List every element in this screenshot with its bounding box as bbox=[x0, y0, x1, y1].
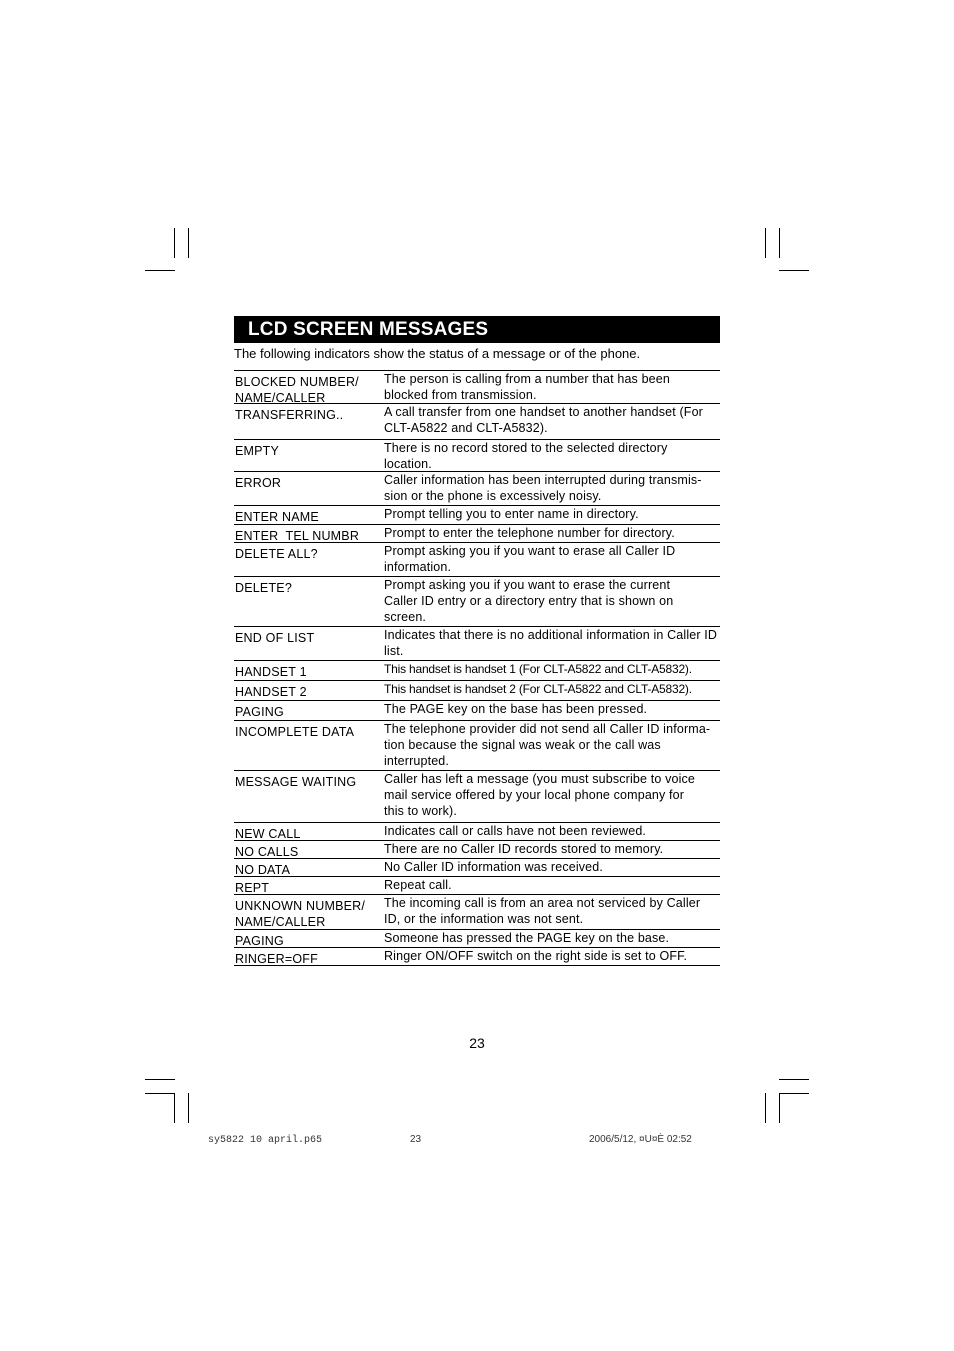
crop-mark bbox=[188, 1093, 189, 1123]
message-key: EMPTY bbox=[235, 444, 280, 458]
message-description: No Caller ID information was received. bbox=[384, 860, 603, 874]
message-row bbox=[234, 771, 720, 823]
message-description: The person is calling from a number that has been blocked from transmission. bbox=[384, 372, 670, 402]
message-key: INCOMPLETE DATA bbox=[235, 725, 355, 739]
crop-mark bbox=[145, 1079, 175, 1080]
message-key: DELETE ALL? bbox=[235, 547, 318, 561]
message-key: DELETE? bbox=[235, 581, 292, 595]
message-row bbox=[234, 823, 720, 841]
message-row bbox=[234, 472, 720, 506]
message-description: Caller information has been interrupted during transmis- sion or the phone is excessively noisy. bbox=[384, 473, 702, 503]
message-description: The telephone provider did not send all Caller ID informa- tion because the signal was weak or the call was interrupted. bbox=[384, 722, 711, 768]
crop-mark bbox=[145, 1093, 175, 1094]
page-number: 23 bbox=[469, 1035, 485, 1051]
message-row bbox=[234, 948, 720, 966]
message-row bbox=[234, 404, 720, 440]
message-description: Repeat call. bbox=[384, 878, 452, 892]
message-key: MESSAGE WAITING bbox=[235, 775, 357, 789]
crop-mark bbox=[188, 228, 189, 258]
message-row bbox=[234, 506, 720, 525]
crop-mark bbox=[145, 270, 175, 271]
intro-text: The following indicators show the status of a message or of the phone. bbox=[234, 346, 641, 361]
message-row bbox=[234, 371, 720, 404]
message-description: This handset is handset 2 (For CLT-A5822 and CLT-A5832). bbox=[384, 682, 692, 696]
message-key: REPT bbox=[235, 881, 270, 895]
message-description: Prompt to enter the telephone number for directory. bbox=[384, 526, 675, 540]
message-key: ENTER TEL NUMBR bbox=[235, 529, 360, 543]
crop-mark bbox=[779, 228, 780, 258]
message-description: Prompt asking you if you want to erase the current Caller ID entry or a directory entry that is shown on screen. bbox=[384, 578, 674, 624]
message-key: RINGER=OFF bbox=[235, 952, 318, 966]
message-row bbox=[234, 930, 720, 948]
message-description: A call transfer from one handset to another handset (For CLT-A5822 and CLT-A5832). bbox=[384, 405, 703, 435]
message-key: HANDSET 1 bbox=[235, 665, 307, 679]
message-key: ENTER NAME bbox=[235, 510, 319, 524]
crop-mark bbox=[779, 1079, 809, 1080]
message-description: Prompt asking you if you want to erase all Caller ID information. bbox=[384, 544, 676, 574]
message-description: Ringer ON/OFF switch on the right side is set to OFF. bbox=[384, 949, 688, 963]
message-description: Prompt telling you to enter name in directory. bbox=[384, 507, 639, 521]
message-row bbox=[234, 440, 720, 472]
crop-mark bbox=[174, 1093, 175, 1123]
section-header bbox=[234, 316, 720, 343]
message-description: This handset is handset 1 (For CLT-A5822 and CLT-A5832). bbox=[384, 662, 692, 676]
footer-date: 2006/5/12, ¤U¤È 02:52 bbox=[589, 1134, 692, 1145]
message-key: PAGING bbox=[235, 705, 284, 719]
message-row bbox=[234, 627, 720, 661]
message-description: Indicates call or calls have not been reviewed. bbox=[384, 824, 647, 838]
message-description: The incoming call is from an area not serviced by Caller ID, or the information was not sent. bbox=[384, 896, 701, 926]
message-row bbox=[234, 859, 720, 877]
message-key: PAGING bbox=[235, 934, 284, 948]
message-row bbox=[234, 661, 720, 681]
message-description: The PAGE key on the base has been pressed. bbox=[384, 702, 648, 716]
message-row bbox=[234, 701, 720, 721]
message-key: BLOCKED NUMBER/ NAME/CALLER bbox=[235, 375, 359, 405]
message-description: There is no record stored to the selected directory location. bbox=[384, 441, 668, 471]
message-key: TRANSFERRING.. bbox=[235, 408, 344, 422]
message-key: ERROR bbox=[235, 476, 282, 490]
message-row bbox=[234, 543, 720, 577]
message-row bbox=[234, 577, 720, 627]
message-key: NO CALLS bbox=[235, 845, 299, 859]
message-row bbox=[234, 681, 720, 701]
crop-mark bbox=[765, 228, 766, 258]
crop-mark bbox=[779, 1093, 780, 1123]
section-title: LCD SCREEN MESSAGES bbox=[248, 319, 489, 340]
message-description: Someone has pressed the PAGE key on the base. bbox=[384, 931, 670, 945]
crop-mark bbox=[765, 1093, 766, 1123]
message-key: END OF LIST bbox=[235, 631, 315, 645]
message-row bbox=[234, 721, 720, 771]
message-description: Caller has left a message (you must subscribe to voice mail service offered by your local phone company for this to work). bbox=[384, 772, 696, 818]
message-row bbox=[234, 841, 720, 859]
crop-mark bbox=[174, 228, 175, 258]
message-row bbox=[234, 895, 720, 930]
crop-mark bbox=[779, 1093, 809, 1094]
message-key: UNKNOWN NUMBER/ NAME/CALLER bbox=[235, 899, 366, 929]
message-description: Indicates that there is no additional information in Caller ID list. bbox=[384, 628, 718, 658]
message-description: There are no Caller ID records stored to memory. bbox=[384, 842, 664, 856]
crop-mark bbox=[779, 270, 809, 271]
message-row bbox=[234, 877, 720, 895]
message-key: NEW CALL bbox=[235, 827, 301, 841]
message-row bbox=[234, 525, 720, 543]
messages-table bbox=[234, 370, 720, 966]
message-key: HANDSET 2 bbox=[235, 685, 307, 699]
message-key: NO DATA bbox=[235, 863, 291, 877]
footer-filename: sy5822 10 april.p65 bbox=[208, 1135, 323, 1146]
footer-page: 23 bbox=[410, 1134, 422, 1145]
